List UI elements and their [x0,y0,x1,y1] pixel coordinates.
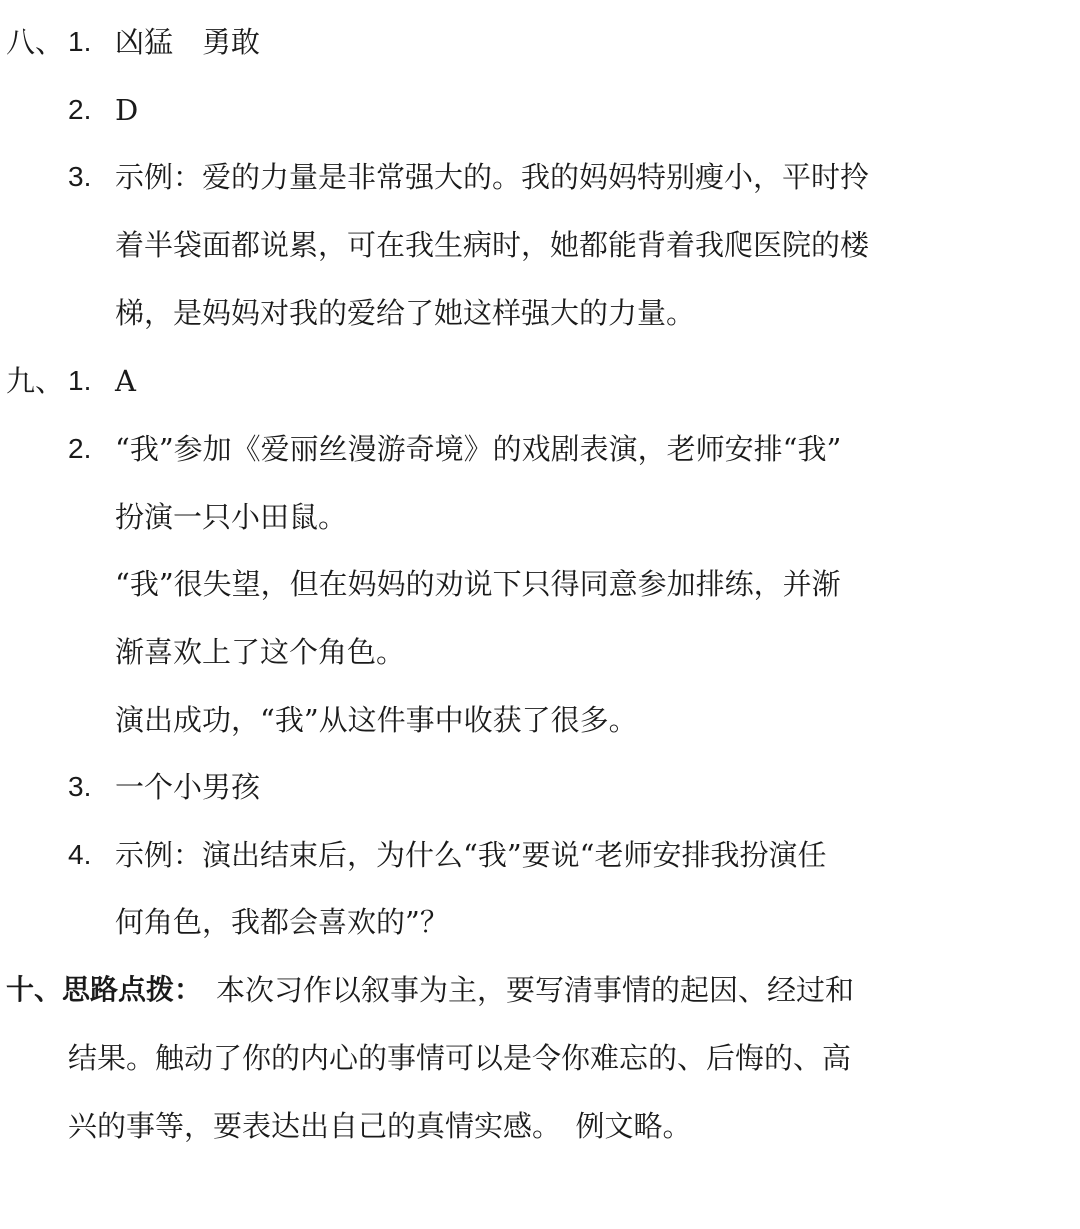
s9-q2-line-3: “我”很失望，但在妈妈的劝说下只得同意参加排练，并渐 [115,567,841,601]
section-9-label: 九、 [6,364,65,398]
s10-line-3: 兴的事等，要表达出自己的真情实感。 例文略。 [68,1109,692,1143]
s9-q1-answer: A [115,364,136,398]
section-8-label: 八、 [6,25,65,59]
s9-q1-number: 1. [68,365,92,396]
s9-q4-line-1: 示例：演出结束后，为什么“我”要说“老师安排我扮演任 [115,838,827,872]
s9-q4-number: 4. [68,839,92,870]
s9-q2-line-5: 演出成功，“我”从这件事中收获了很多。 [115,703,638,737]
s8-q3-line-3: 梯，是妈妈对我的爱给了她这样强大的力量。 [115,296,696,330]
s10-line-1: 本次习作以叙事为主，要写清事情的起因、经过和 [216,973,855,1007]
s9-q2-line-2: 扮演一只小田鼠。 [115,500,348,534]
s9-q3-answer: 一个小男孩 [115,770,261,804]
s9-q2-number: 2. [68,433,92,464]
s9-q2-line-4: 渐喜欢上了这个角色。 [115,635,406,669]
s9-q3-number: 3. [68,771,92,802]
s8-q3-number: 3. [68,161,92,192]
s8-q3-line-1: 示例：爱的力量是非常强大的。我的妈妈特别瘦小，平时拎 [115,160,870,194]
s8-q2-answer: D [115,93,139,127]
s8-q2-number: 2. [68,94,92,125]
s9-q2-line-1: “我”参加《爱丽丝漫游奇境》的戏剧表演，老师安排“我” [115,432,842,466]
s10-line-2: 结果。触动了你的内心的事情可以是令你难忘的、后悔的、高 [68,1041,852,1075]
s9-q4-line-2: 何角色，我都会喜欢的”？ [115,905,449,939]
s8-q3-line-2: 着半袋面都说累，可在我生病时，她都能背着我爬医院的楼 [115,228,870,262]
s8-q1-answer: 凶猛 勇敢 [115,25,261,59]
s8-q1-number: 1. [68,26,92,57]
section-10-label: 十、思路点拨： [6,973,203,1006]
